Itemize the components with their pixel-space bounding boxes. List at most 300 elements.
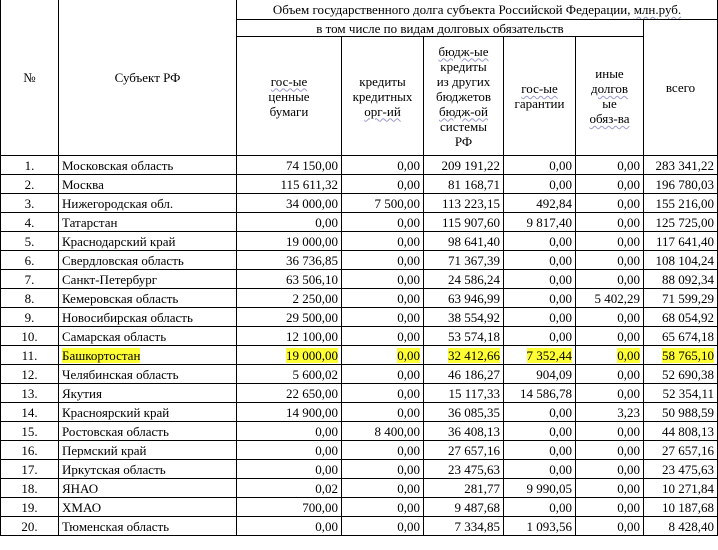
cell-other-value: 0,00 <box>617 385 640 401</box>
cell-other <box>576 194 644 213</box>
cell-total <box>644 232 718 251</box>
subject-name-text: Новосибирская область <box>62 309 193 325</box>
cell-total-value: 88 092,34 <box>662 271 715 287</box>
cell-other-value: 5 402,29 <box>594 290 640 306</box>
cell-total <box>644 156 718 175</box>
cell-credits-value: 0,00 <box>397 442 420 458</box>
cell-total-value: 68 054,92 <box>662 309 715 325</box>
cell-budget-value: 53 574,18 <box>448 328 500 344</box>
cell-total-value: 52 690,38 <box>662 366 715 382</box>
cell-guarantees <box>504 308 576 327</box>
cell-guarantees <box>504 175 576 194</box>
cell-other <box>576 289 644 308</box>
cell-securities <box>237 384 342 403</box>
cell-securities <box>237 460 342 479</box>
table-row <box>1 251 718 270</box>
subject-name-text: Московская область <box>62 157 174 173</box>
cell-guarantees <box>504 422 576 441</box>
cell-credits <box>342 517 424 536</box>
cell-guarantees-value: 1 093,56 <box>526 518 572 534</box>
cell-securities-value: 0,00 <box>315 518 338 534</box>
cell-credits-value: 0,00 <box>397 404 420 420</box>
cell-total <box>644 479 718 498</box>
cell-securities-value: 36 736,85 <box>286 252 338 268</box>
cell-guarantees-value: 0,00 <box>549 290 572 306</box>
cell-budget <box>424 156 504 175</box>
cell-credits <box>342 498 424 517</box>
subject-name-text: Санкт-Петербург <box>62 271 158 287</box>
row-number: 6. <box>1 251 59 270</box>
cell-other <box>576 232 644 251</box>
cell-budget <box>424 346 504 365</box>
cell-total-value: 196 780,03 <box>655 176 715 192</box>
cell-credits <box>342 422 424 441</box>
cell-guarantees-value: 14 586,78 <box>520 385 572 401</box>
cell-other-value: 0,00 <box>617 480 640 496</box>
cell-credits <box>342 175 424 194</box>
cell-securities <box>237 479 342 498</box>
cell-guarantees <box>504 479 576 498</box>
cell-other-value: 0,00 <box>617 176 640 192</box>
cell-other <box>576 384 644 403</box>
column-header-number: № <box>1 0 59 156</box>
cell-budget-value: 46 186,27 <box>448 366 500 382</box>
row-number: 15. <box>1 422 59 441</box>
row-number: 17. <box>1 460 59 479</box>
column-header-securities: гос-ые ценные бумаги <box>237 37 342 156</box>
cell-securities-value: 12 100,00 <box>286 328 338 344</box>
cell-budget-value: 71 367,39 <box>448 252 500 268</box>
cell-securities <box>237 441 342 460</box>
cell-guarantees-value: 0,00 <box>549 309 572 325</box>
cell-securities-value: 0,00 <box>315 214 338 230</box>
cell-budget-value: 23 475,63 <box>448 461 500 477</box>
cell-credits-value: 0,00 <box>397 271 420 287</box>
cell-budget-value: 36 085,35 <box>448 404 500 420</box>
table-row <box>1 232 718 251</box>
cell-securities-value: 0,00 <box>315 461 338 477</box>
cell-budget-value: 9 487,68 <box>454 499 500 515</box>
subject-name <box>59 498 237 517</box>
cell-credits-value: 0,00 <box>397 233 420 249</box>
cell-other <box>576 498 644 517</box>
cell-guarantees <box>504 517 576 536</box>
table-row <box>1 194 718 213</box>
subject-name-text: Краснодарский край <box>62 233 176 249</box>
cell-guarantees <box>504 327 576 346</box>
cell-other-value: 0,00 <box>617 252 640 268</box>
cell-credits <box>342 346 424 365</box>
cell-credits-value: 0,00 <box>397 480 420 496</box>
cell-budget-value: 27 657,16 <box>448 442 500 458</box>
table-row <box>1 403 718 422</box>
cell-credits <box>342 156 424 175</box>
subject-name <box>59 213 237 232</box>
cell-credits-value: 0,00 <box>397 309 420 325</box>
table-row <box>1 365 718 384</box>
cell-total-value: 10 271,84 <box>662 480 715 496</box>
cell-other <box>576 346 644 365</box>
cell-securities <box>237 194 342 213</box>
cell-guarantees-value: 0,00 <box>549 157 572 173</box>
subject-name-text: Челябинская область <box>62 366 179 382</box>
cell-guarantees-value: 0,00 <box>549 461 572 477</box>
cell-guarantees-value: 492,84 <box>536 195 572 211</box>
cell-total <box>644 460 718 479</box>
row-number: 18. <box>1 479 59 498</box>
cell-securities-value: 22 650,00 <box>286 385 338 401</box>
cell-budget <box>424 422 504 441</box>
cell-other-value: 0,00 <box>617 271 640 287</box>
cell-credits <box>342 232 424 251</box>
cell-guarantees <box>504 194 576 213</box>
cell-securities-value: 700,00 <box>302 499 338 515</box>
cell-credits-value: 0,00 <box>397 214 420 230</box>
cell-budget-value: 281,77 <box>464 480 500 496</box>
table-row <box>1 289 718 308</box>
cell-guarantees <box>504 403 576 422</box>
cell-other-value: 0,00 <box>617 442 640 458</box>
subject-name <box>59 308 237 327</box>
cell-total-value: 283 341,22 <box>655 157 715 173</box>
cell-total <box>644 365 718 384</box>
cell-other <box>576 270 644 289</box>
cell-budget-value: 209 191,22 <box>441 157 500 173</box>
cell-guarantees-value: 0,00 <box>549 176 572 192</box>
subject-name-text: Тюменская область <box>62 518 170 534</box>
cell-guarantees-value: 0,00 <box>549 233 572 249</box>
cell-other <box>576 422 644 441</box>
cell-credits-value: 0,00 <box>397 347 420 363</box>
cell-securities-value: 5 600,02 <box>292 366 338 382</box>
cell-other-value: 0,00 <box>617 214 640 230</box>
cell-total-value: 108 104,24 <box>655 252 715 268</box>
cell-securities-value: 19 000,00 <box>286 233 338 249</box>
row-number: 16. <box>1 441 59 460</box>
cell-total-value: 44 808,13 <box>662 423 715 439</box>
cell-securities <box>237 232 342 251</box>
cell-total-value: 125 725,00 <box>655 214 715 230</box>
cell-securities-value: 74 150,00 <box>286 157 338 173</box>
cell-other <box>576 403 644 422</box>
cell-securities <box>237 213 342 232</box>
cell-total <box>644 403 718 422</box>
cell-total <box>644 251 718 270</box>
subject-name <box>59 156 237 175</box>
cell-budget <box>424 517 504 536</box>
table-row <box>1 460 718 479</box>
cell-budget <box>424 441 504 460</box>
column-header-budget-credits: бюдж-ые кредиты из других бюджетов бюдж-ой системы РФ <box>424 37 504 156</box>
cell-securities <box>237 270 342 289</box>
cell-other <box>576 479 644 498</box>
cell-total <box>644 327 718 346</box>
cell-credits <box>342 270 424 289</box>
cell-credits-value: 0,00 <box>397 385 420 401</box>
table-row <box>1 517 718 536</box>
subject-name-text: Якутия <box>62 385 102 401</box>
row-number: 8. <box>1 289 59 308</box>
cell-securities-value: 63 506,10 <box>286 271 338 287</box>
cell-other-value: 3,23 <box>617 404 640 420</box>
cell-credits-value: 0,00 <box>397 290 420 306</box>
subject-name <box>59 384 237 403</box>
cell-other <box>576 251 644 270</box>
cell-total-value: 71 599,29 <box>662 290 715 306</box>
cell-credits <box>342 403 424 422</box>
cell-total-value: 8 428,40 <box>668 518 715 534</box>
cell-budget-value: 24 586,24 <box>448 271 500 287</box>
cell-other-value: 0,00 <box>617 233 640 249</box>
cell-securities-value: 0,00 <box>315 442 338 458</box>
cell-other-value: 0,00 <box>617 461 640 477</box>
cell-budget-value: 15 117,33 <box>448 385 500 401</box>
subject-name-text: Самарская область <box>62 328 167 344</box>
cell-guarantees <box>504 365 576 384</box>
cell-credits-value: 0,00 <box>397 328 420 344</box>
subject-name <box>59 422 237 441</box>
cell-securities-value: 14 900,00 <box>286 404 338 420</box>
cell-credits <box>342 479 424 498</box>
cell-securities <box>237 175 342 194</box>
cell-total <box>644 517 718 536</box>
table-row <box>1 270 718 289</box>
group-header-title: Объем государственного долга субъекта Российской Федерации, млн.руб. <box>272 2 682 17</box>
cell-credits <box>342 441 424 460</box>
column-header-guarantees: гос-ые гарантии <box>504 37 576 156</box>
cell-guarantees <box>504 232 576 251</box>
cell-total-value: 155 216,00 <box>655 195 715 211</box>
cell-credits-value: 0,00 <box>397 252 420 268</box>
cell-budget-value: 113 223,15 <box>441 195 500 211</box>
subject-name-text: ЯНАО <box>62 480 99 496</box>
cell-other <box>576 308 644 327</box>
cell-total <box>644 194 718 213</box>
subject-name <box>59 289 237 308</box>
cell-securities-value: 0,02 <box>315 480 338 496</box>
column-header-other: иные долгов ые обяз-ва <box>576 37 644 156</box>
cell-securities <box>237 308 342 327</box>
column-header-subject: Субъект РФ <box>59 0 237 156</box>
cell-budget <box>424 327 504 346</box>
cell-guarantees-value: 0,00 <box>549 404 572 420</box>
cell-securities-value: 2 250,00 <box>292 290 338 306</box>
cell-securities <box>237 289 342 308</box>
subject-name-text: Башкортостан <box>62 347 141 363</box>
row-number: 3. <box>1 194 59 213</box>
row-number: 7. <box>1 270 59 289</box>
cell-guarantees-value: 7 352,44 <box>526 347 572 363</box>
row-number: 4. <box>1 213 59 232</box>
row-number: 20. <box>1 517 59 536</box>
cell-credits <box>342 365 424 384</box>
cell-total <box>644 213 718 232</box>
cell-budget-value: 98 641,40 <box>448 233 500 249</box>
cell-budget <box>424 194 504 213</box>
cell-guarantees <box>504 498 576 517</box>
cell-other <box>576 156 644 175</box>
cell-guarantees-value: 0,00 <box>549 499 572 515</box>
cell-other <box>576 517 644 536</box>
subject-name <box>59 346 237 365</box>
subject-name <box>59 232 237 251</box>
table-row <box>1 441 718 460</box>
cell-total <box>644 308 718 327</box>
cell-credits-value: 0,00 <box>397 176 420 192</box>
row-number: 10. <box>1 327 59 346</box>
row-number: 12. <box>1 365 59 384</box>
group-header-subtitle: в том числе по видам долговых обязательств <box>237 20 644 37</box>
row-number: 2. <box>1 175 59 194</box>
cell-other <box>576 213 644 232</box>
cell-credits-value: 0,00 <box>397 499 420 515</box>
cell-securities <box>237 403 342 422</box>
cell-total-value: 65 674,18 <box>662 328 715 344</box>
cell-guarantees-value: 0,00 <box>549 252 572 268</box>
cell-guarantees <box>504 346 576 365</box>
cell-total <box>644 175 718 194</box>
cell-other-value: 0,00 <box>617 518 640 534</box>
cell-guarantees <box>504 289 576 308</box>
cell-budget <box>424 498 504 517</box>
cell-guarantees-value: 0,00 <box>549 328 572 344</box>
cell-other-value: 0,00 <box>617 195 640 211</box>
cell-credits <box>342 460 424 479</box>
cell-budget <box>424 308 504 327</box>
table-row <box>1 422 718 441</box>
cell-other-value: 0,00 <box>617 499 640 515</box>
cell-guarantees-value: 0,00 <box>549 442 572 458</box>
subject-name <box>59 251 237 270</box>
cell-other-value: 0,00 <box>617 347 640 363</box>
row-number: 14. <box>1 403 59 422</box>
cell-budget-value: 115 907,60 <box>441 214 500 230</box>
cell-securities-value: 115 611,32 <box>280 176 338 192</box>
cell-securities <box>237 422 342 441</box>
column-header-total: всего <box>644 20 718 156</box>
cell-guarantees-value: 9 817,40 <box>526 214 572 230</box>
cell-budget-value: 32 412,66 <box>448 347 500 363</box>
table-row <box>1 498 718 517</box>
cell-budget-value: 7 334,85 <box>454 518 500 534</box>
cell-guarantees-value: 0,00 <box>549 271 572 287</box>
cell-total-value: 58 765,10 <box>662 347 715 363</box>
table-row <box>1 384 718 403</box>
cell-budget <box>424 251 504 270</box>
cell-budget-value: 36 408,13 <box>448 423 500 439</box>
cell-credits-value: 0,00 <box>397 157 420 173</box>
row-number: 9. <box>1 308 59 327</box>
cell-total <box>644 422 718 441</box>
cell-credits-value: 0,00 <box>397 366 420 382</box>
cell-total <box>644 384 718 403</box>
cell-budget <box>424 460 504 479</box>
cell-guarantees <box>504 270 576 289</box>
table-row <box>1 308 718 327</box>
subject-name-text: Москва <box>62 176 104 192</box>
cell-credits <box>342 327 424 346</box>
cell-guarantees-value: 904,09 <box>536 366 572 382</box>
subject-name <box>59 270 237 289</box>
cell-budget <box>424 479 504 498</box>
cell-securities <box>237 327 342 346</box>
cell-guarantees <box>504 460 576 479</box>
cell-total-value: 27 657,16 <box>662 442 715 458</box>
cell-other-value: 0,00 <box>617 366 640 382</box>
cell-other <box>576 460 644 479</box>
subject-name-text: Красноярский край <box>62 404 170 420</box>
cell-budget-value: 63 946,99 <box>448 290 500 306</box>
cell-other <box>576 365 644 384</box>
cell-credits-value: 7 500,00 <box>374 195 420 211</box>
subject-name-text: ХМАО <box>62 499 102 515</box>
cell-guarantees <box>504 251 576 270</box>
cell-credits <box>342 308 424 327</box>
cell-total <box>644 441 718 460</box>
cell-budget <box>424 365 504 384</box>
cell-credits <box>342 289 424 308</box>
cell-budget-value: 81 168,71 <box>448 176 500 192</box>
subject-name <box>59 517 237 536</box>
cell-other-value: 0,00 <box>617 328 640 344</box>
table-row <box>1 327 718 346</box>
cell-securities-value: 29 500,00 <box>286 309 338 325</box>
cell-total <box>644 289 718 308</box>
row-number: 1. <box>1 156 59 175</box>
subject-name <box>59 479 237 498</box>
table-row <box>1 156 718 175</box>
subject-name <box>59 403 237 422</box>
subject-name-text: Ростовская область <box>62 423 169 439</box>
cell-credits <box>342 194 424 213</box>
cell-budget <box>424 384 504 403</box>
cell-credits <box>342 384 424 403</box>
cell-securities <box>237 517 342 536</box>
cell-securities-value: 0,00 <box>315 423 338 439</box>
table-row <box>1 346 718 365</box>
cell-other <box>576 441 644 460</box>
cell-securities <box>237 156 342 175</box>
cell-securities <box>237 498 342 517</box>
subject-name-text: Нижегородская обл. <box>62 195 174 211</box>
subject-name-text: Кемеровская область <box>62 290 179 306</box>
cell-credits-value: 0,00 <box>397 461 420 477</box>
cell-securities <box>237 365 342 384</box>
row-number: 11. <box>1 346 59 365</box>
cell-budget <box>424 403 504 422</box>
cell-guarantees-value: 9 990,05 <box>526 480 572 496</box>
subject-name <box>59 441 237 460</box>
subject-name <box>59 194 237 213</box>
cell-guarantees <box>504 384 576 403</box>
cell-securities-value: 19 000,00 <box>286 347 338 363</box>
cell-budget <box>424 175 504 194</box>
cell-securities-value: 34 000,00 <box>286 195 338 211</box>
group-header-debt-volume <box>237 0 718 20</box>
cell-budget <box>424 289 504 308</box>
cell-securities <box>237 251 342 270</box>
subject-name-text: Пермский край <box>62 442 147 458</box>
cell-other <box>576 175 644 194</box>
subject-name <box>59 175 237 194</box>
cell-budget-value: 38 554,92 <box>448 309 500 325</box>
table-body <box>1 156 718 536</box>
subject-name <box>59 460 237 479</box>
row-number: 19. <box>1 498 59 517</box>
cell-total-value: 23 475,63 <box>662 461 715 477</box>
cell-securities <box>237 346 342 365</box>
cell-budget <box>424 232 504 251</box>
